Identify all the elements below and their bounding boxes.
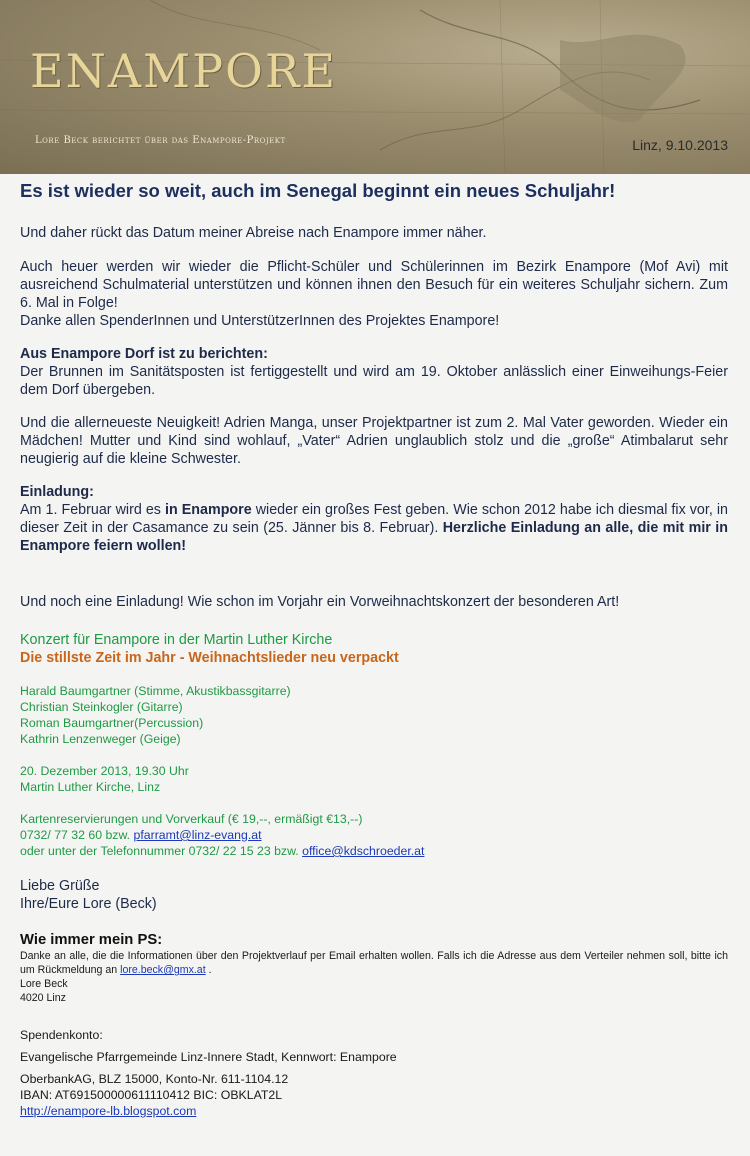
village-text: Der Brunnen im Sanitätsposten ist fertiggestellt und wird am 19. Oktober anlässlich einer Einweihungs-Feier dem Dorf übergeben.	[20, 364, 728, 398]
musician-item: Harald Baumgartner (Stimme, Akustikbassgitarre)	[20, 684, 291, 698]
invitation-text	[20, 501, 728, 555]
logo-text: ENAMPORE	[30, 44, 338, 98]
ps-city: 4020 Linz	[20, 992, 66, 1004]
greeting-line: Liebe Grüße	[20, 878, 100, 894]
invitation-heading: Einladung:	[20, 484, 94, 500]
header-tagline: Lore Beck berichtet über das Enampore-Projekt	[35, 135, 286, 146]
invitation-part-1: Am 1. Februar wird es	[20, 502, 165, 518]
ps-text	[20, 949, 728, 977]
concert-date: 20. Dezember 2013, 19.30 Uhr	[20, 764, 189, 778]
musician-item: Kathrin Lenzenweger (Geige)	[20, 732, 181, 746]
concert-invitation: Und noch eine Einladung! Wie schon im Vorjahr ein Vorweihnachtskonzert der besonderen Art!	[20, 594, 620, 610]
thanks-line: Danke allen SpenderInnen und UnterstützerInnen des Projektes Enampore!	[20, 313, 500, 329]
email-link-lore[interactable]: lore.beck@gmx.at	[120, 964, 206, 976]
ps-name: Lore Beck	[20, 978, 68, 990]
account-heading: Spendenkonto:	[20, 1028, 103, 1042]
ticket-phone-2	[20, 843, 728, 859]
header-date: Linz, 9.10.2013	[632, 137, 728, 153]
musician-item: Christian Steinkogler (Gitarre)	[20, 700, 183, 714]
newsletter-body	[20, 174, 728, 1119]
account-line-1: Evangelische Pfarrgemeinde Linz-Innere Stadt, Kennwort: Enampore	[20, 1050, 397, 1064]
invitation-highlight: Herzliche Einladung an alle, die mit mir in Enampore feiern wollen!	[20, 520, 728, 554]
ps-after: .	[205, 964, 212, 976]
ticket-phone-1	[20, 827, 728, 843]
musician-item: Roman Baumgartner(Percussion)	[20, 716, 204, 730]
school-paragraph: Auch heuer werden wir wieder die Pflicht-Schüler und Schülerinnen im Bezirk Enampore (Mof Avi) mit ausreichend Schulmaterial unterstützen und können ihnen den Besuch für ein weiteres Schuljahr sichern. Zum 6. Mal in Folge!	[20, 259, 728, 311]
musician-list	[20, 683, 728, 747]
account-line-3: IBAN: AT691500000611110412 BIC: OBKLAT2L	[20, 1088, 283, 1102]
news-paragraph: Und die allerneueste Neuigkeit! Adrien Manga, unser Projektpartner ist zum 2. Mal Vater geworden. Wieder ein Mädchen! Mutter und Kind sind wohlauf, „Vater“ Adrien unglaublich stolz und die „große“ Atimbalarut sehr neugierig auf die kleine Schwester.	[20, 415, 728, 467]
village-heading: Aus Enampore Dorf ist zu berichten:	[20, 346, 268, 362]
intro-paragraph: Und daher rückt das Datum meiner Abreise nach Enampore immer näher.	[20, 225, 487, 241]
concert-title: Konzert für Enampore in der Martin Luther Kirche	[20, 632, 333, 648]
signature-line: Ihre/Eure Lore (Beck)	[20, 896, 157, 912]
account-line-2: OberbankAG, BLZ 15000, Konto-Nr. 611-1104.12	[20, 1072, 289, 1086]
ticket-info: Kartenreservierungen und Vorverkauf (€ 19,--, ermäßigt €13,--)	[20, 812, 363, 826]
ps-heading: Wie immer mein PS:	[20, 932, 163, 948]
invitation-place: in Enampore	[165, 502, 252, 518]
concert-subtitle: Die stillste Zeit im Jahr - Weihnachtslieder neu verpackt	[20, 650, 399, 666]
phone-2-text: oder unter der Telefonnummer 0732/ 22 15 23 bzw.	[20, 844, 303, 858]
phone-1-text: 0732/ 77 32 60 bzw.	[20, 828, 134, 842]
main-headline: Es ist wieder so weit, auch im Senegal beginnt ein neues Schuljahr!	[20, 180, 616, 201]
blog-link[interactable]: http://enampore-lb.blogspot.com	[20, 1104, 197, 1118]
email-link-office[interactable]: office@kdschroeder.at	[302, 844, 425, 858]
blog-link-row	[20, 1103, 728, 1119]
email-link-pfarramt[interactable]: pfarramt@linz-evang.at	[133, 828, 262, 842]
invitation-part-3: wieder ein großes Fest geben. Wie schon 2012 habe ich diesmal fix vor, in dieser Zeit in der Casamance zu sein (25. Jänner bis 8. Februar).	[20, 502, 728, 536]
concert-place: Martin Luther Kirche, Linz	[20, 780, 161, 794]
header-banner	[0, 0, 750, 174]
ps-body: Danke an alle, die die Informationen über den Projektverlauf per Email erhalten wollen. Falls ich die Adresse aus dem Verteiler nehmen soll, bitte ich um Rückmeldung an	[20, 950, 728, 976]
